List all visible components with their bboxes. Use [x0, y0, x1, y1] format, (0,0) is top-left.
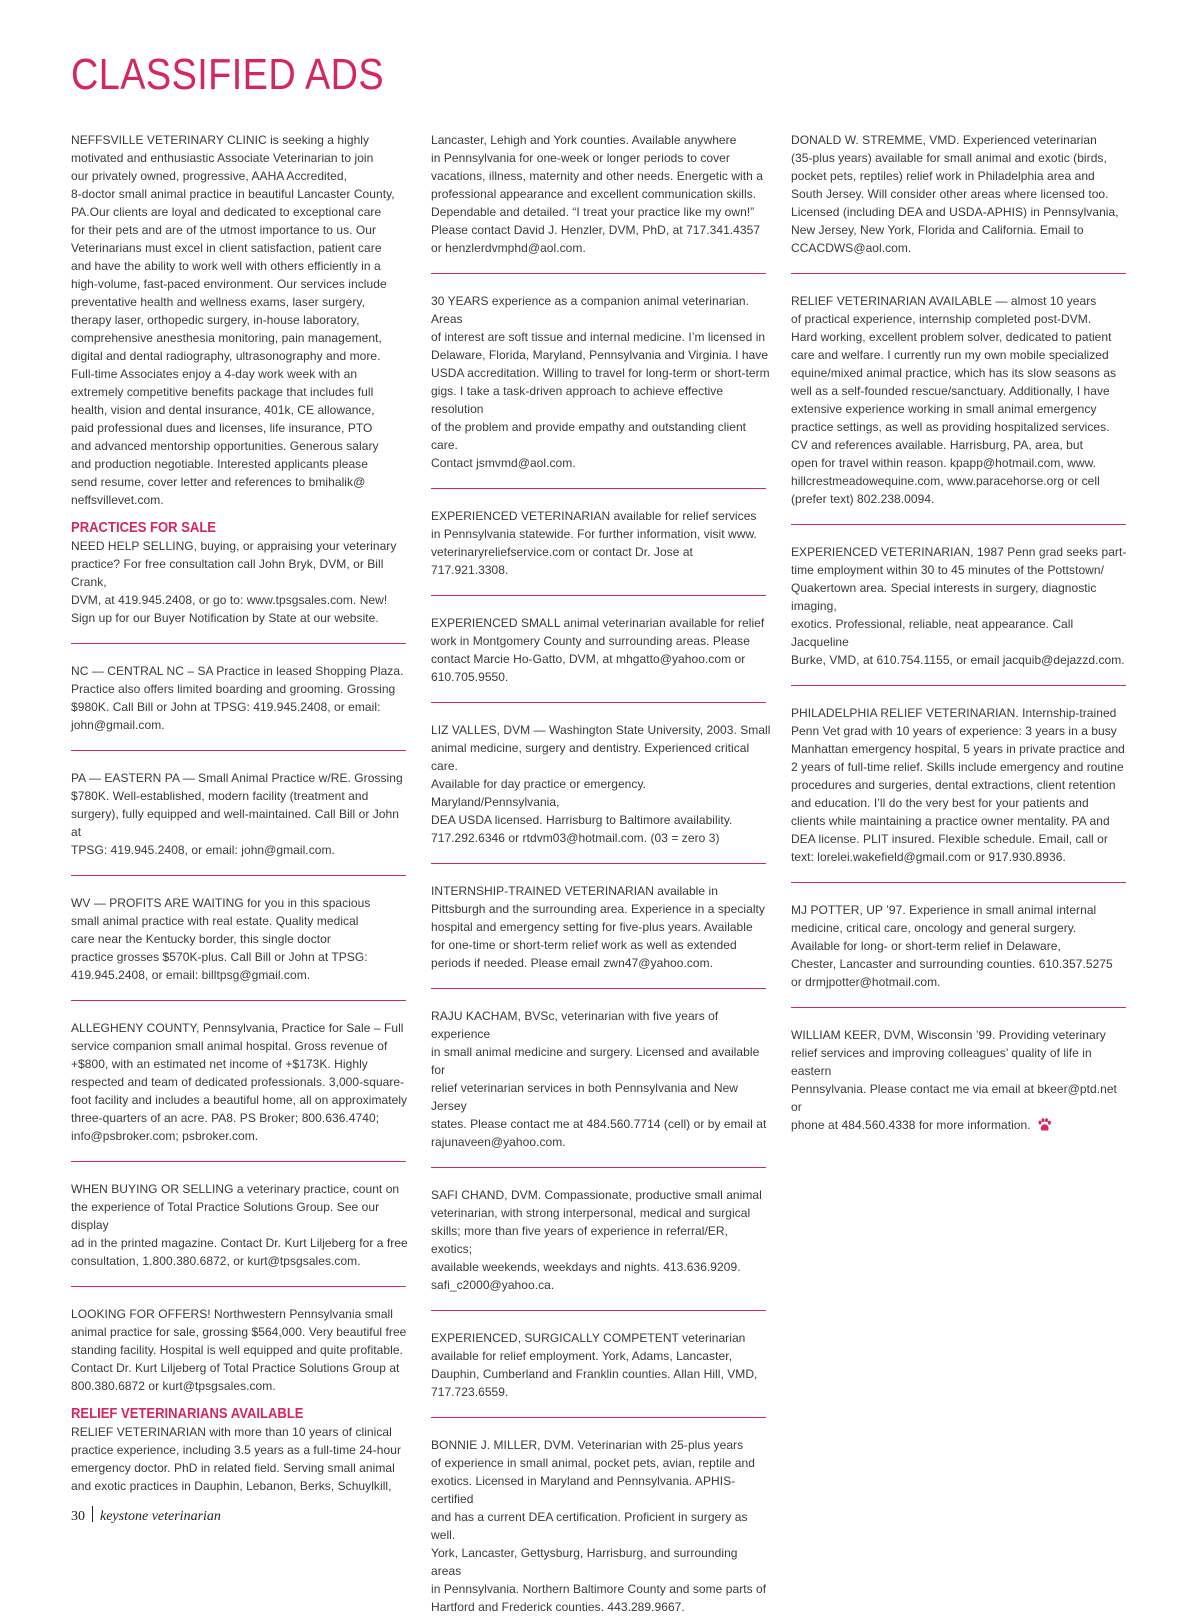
publication-name: keystone veterinarian [100, 1509, 221, 1524]
divider [431, 595, 766, 596]
ad-relief-veterinarian-10-years: RELIEF VETERINARIAN with more than 10 years of clinical practice experience, including 3.5 years as a full-time 24-hour emergency doctor. PhD in related field. Serving small animal and exotic practices in Dauphin, Lebanon, Berks, Schuylkill, [71, 1425, 401, 1493]
page-footer [71, 1506, 221, 1525]
divider [431, 1310, 766, 1311]
divider [431, 1167, 766, 1168]
ad-donald-stremme: DONALD W. STREMME, VMD. Experienced veterinarian (35-plus years) available for small animal and exotic (birds, pocket pets, reptiles) relief work in Philadelphia area and South Jersey. Will consider other areas where licensed too. Licensed (including DEA and USDA-APHIS) in Pennsylvania, New Jersey, New York, Florida and California. Email to CCACDWS@aol.com. [791, 133, 1119, 255]
ad-pa-eastern: PA — EASTERN PA — Small Animal Practice w/RE. Grossing $780K. Well-established, modern facility (treatment and surgery), fully equipped and well-maintained. Call Bill or John at TPSG: 419.945.2408, or email: john@gmail.com. [71, 771, 403, 857]
ad-penn-grad-1987: EXPERIENCED VETERINARIAN, 1987 Penn grad seeks part- time employment within 30 to 45 minutes of the Pottstown/ Quakertown area. Special interests in surgery, diagnostic imaging, exotics. Professional, reliable, neat appearance. Call Jacqueline Burke, VMD, at 610.754.1155, or email jacquib@dejazzd.com. [791, 545, 1127, 667]
divider [431, 988, 766, 989]
divider [791, 524, 1126, 525]
page-title: CLASSIFIED ADS [71, 50, 385, 99]
column-1 [71, 131, 411, 1495]
ad-william-keer [791, 1026, 1131, 1137]
ad-experienced-small-animal: EXPERIENCED SMALL animal veterinarian available for relief work in Montgomery County and surrounding areas. Please contact Marcie Ho-Gatto, DVM, at mhgatto@yahoo.com or 610.705.9550. [431, 616, 765, 684]
ad-raju-kacham: RAJU KACHAM, BVSc, veterinarian with five years of experience in small animal medicine and surgery. Licensed and available for relief veterinarian services in both Pennsylvania and New Jersey states. Please contact me at 484.560.7714 (cell) or by email at rajunaveen@yahoo.com. [431, 1009, 767, 1149]
divider [791, 273, 1126, 274]
section-heading-relief-veterinarians: RELIEF VETERINARIANS AVAILABLE [71, 1406, 304, 1422]
divider [71, 1286, 406, 1287]
divider [791, 882, 1126, 883]
paw-print-icon [1037, 1118, 1052, 1137]
section-heading-practices-for-sale: PRACTICES FOR SALE [71, 520, 217, 536]
footer-separator [92, 1506, 93, 1522]
divider [791, 685, 1126, 686]
divider [791, 1007, 1126, 1008]
ad-need-help-selling: NEED HELP SELLING, buying, or appraising your veterinary practice? For free consultation call John Bryk, DVM, or Bill Crank, DVM, at 419.945.2408, or go to: www.tpsgsales.com. New! Sign up for our Buyer Notification by State at our website. [71, 539, 397, 625]
ad-liz-valles: LIZ VALLES, DVM — Washington State University, 2003. Small animal medicine, surgery and dentistry. Experienced critical care. Available for day practice or emergency. Maryland/Pennsylvania, DEA USDA licensed. Harrisburg to Baltimore availability. 717.292.6346 or rtdvm03@hotmail.com. (03 = zero 3) [431, 723, 771, 845]
divider [71, 1161, 406, 1162]
divider [71, 1000, 406, 1001]
ad-wv-profits: WV — PROFITS ARE WAITING for you in this spacious small animal practice with real estate. Quality medical care near the Kentucky border, this single doctor practice grosses $570K-plus. Call Bill or John at TPSG: 419.945.2408, or email: billtpsg@gmail.com. [71, 896, 371, 982]
ad-philadelphia-relief: PHILADELPHIA RELIEF VETERINARIAN. Internship-trained Penn Vet grad with 10 years of experience: 3 years in a busy Manhattan emergency hospital, 5 years in private practice and 2 years of full-time relief. Skills include emergency and routine procedures and surgeries, dental extractions, client retention and education. I’ll do the very best for your patients and clients while maintaining a practice owner mentality. PA and DEA license. PLIT insured. Flexible schedule. Email, call or text: lorelei.wakefield@gmail.com or 917.930.8936. [791, 706, 1125, 864]
divider [431, 863, 766, 864]
ad-30-years-experience: 30 YEARS experience as a companion animal veterinarian. Areas of interest are soft tissue and internal medicine. I’m licensed in Delaware, Florida, Maryland, Pennsylvania and Virginia. I have USDA accreditation. Willing to travel for long-term or short-term gigs. I take a task-driven approach to achieve effective resolution of the problem and provide empathy and outstanding client care. Contact jsmvmd@aol.com. [431, 294, 770, 470]
ad-looking-for-offers: LOOKING FOR OFFERS! Northwestern Pennsylvania small animal practice for sale, grossing $564,000. Very beautiful free standing facility. Hospital is well equipped and quite profitable. Contact Dr. Kurt Liljeberg of Total Practice Solutions Group at 800.380.6872 or kurt@tpsgsales.com. [71, 1307, 407, 1393]
divider [71, 875, 406, 876]
ad-neffsville: NEFFSVILLE VETERINARY CLINIC is seeking a highly motivated and enthusiastic Associate Veterinarian to join our privately owned, progressive, AAHA Accredited, 8-doctor small animal practice in beautiful Lancaster County, PA.Our clients are loyal and dedicated to exceptional care for their pets and are of the utmost importance to us. Our Veterinarians must excel in client satisfaction, patient care and have the ability to work well with others efficiently in a high-volume, fast-paced environment. Our services include preventative health and wellness exams, laser surgery, therapy laser, orthopedic surgery, in-house laboratory, comprehensive anesthesia monitoring, pain management, digital and dental radiography, ultrasonography and more. Full-time Associates enjoy a 4-day work week with an extremely competitive benefits package that includes full health, vision and dental insurance, 401k, CE allowance, paid professional dues and licenses, life insurance, PTO and advanced mentorship opportunities. Generous salary and production negotiable. Interested applicants please send resume, cover letter and references to bmihalik@ neffsvillevet.com. [71, 133, 395, 507]
column-3 [791, 131, 1131, 1137]
ad-safi-chand: SAFI CHAND, DVM. Compassionate, productive small animal veterinarian, with strong interpersonal, medical and surgical skills; more than five years of experience in referral/ER, exotics; available weekends, weekdays and nights. 413.636.9209. safi_c2000@yahoo.ca. [431, 1188, 762, 1292]
divider [71, 643, 406, 644]
ad-william-keer-text: WILLIAM KEER, DVM, Wisconsin ’99. Providing veterinary relief services and improving colleagues’ quality of life in eastern Pennsylvania. Please contact me via email at bkeer@ptd.net or phone at 484.560.4338 for more information. [791, 1028, 1117, 1132]
page-number: 30 [71, 1509, 85, 1524]
ad-surgically-competent: EXPERIENCED, SURGICALLY COMPETENT veterinarian available for relief employment. York, Adams, Lancaster, Dauphin, Cumberland and Franklin counties. Allan Hill, VMD, 717.723.6559. [431, 1331, 758, 1399]
divider [71, 750, 406, 751]
ad-nc-central: NC — CENTRAL NC – SA Practice in leased Shopping Plaza. Practice also offers limited boarding and grooming. Grossing $980K. Call Bill or John at TPSG: 419.945.2408, or email: john@gmail.com. [71, 664, 404, 732]
ad-relief-veterinarian-10-years-continued: Lancaster, Lehigh and York counties. Available anywhere in Pennsylvania for one-week or longer periods to cover vacations, illness, maternity and other needs. Energetic with a professional appearance and excellent communication skills. Dependable and detailed. “I treat your practice like my own!” Please contact David J. Henzler, DVM, PhD, at 717.341.4357 or henzlerdvmphd@aol.com. [431, 133, 763, 255]
ad-bonnie-miller: BONNIE J. MILLER, DVM. Veterinarian with 25-plus years of experience in small animal, pocket pets, avian, reptile and exotics. Licensed in Maryland and Pennsylvania. APHIS-certified and has a current DEA certification. Proficient in surgery as well. York, Lancaster, Gettysburg, Harrisburg, and surrounding areas in Pennsylvania. Northern Baltimore County and some parts of Hartford and Frederick counties. 443.289.9667. [431, 1438, 767, 1614]
ad-allegheny-county: ALLEGHENY COUNTY, Pennsylvania, Practice for Sale – Full service companion small animal hospital. Gross revenue of +$800, with an estimated net income of +$173K. Highly respected and team of dedicated professionals. 3,000-square- foot facility and includes a beautiful home, all on approximately three-quarters of an acre. PA8. PS Broker; 800.636.4740; info@psbroker.com; psbroker.com. [71, 1021, 408, 1143]
divider [431, 1417, 766, 1418]
divider [431, 702, 766, 703]
ad-when-buying-or-selling: WHEN BUYING OR SELLING a veterinary practice, count on the experience of Total Practice Solutions Group. See our display ad in the printed magazine. Contact Dr. Kurt Liljeberg for a free consultation, 1.800.380.6872, or kurt@tpsgsales.com. [71, 1182, 408, 1268]
divider [431, 488, 766, 489]
ad-internship-trained-pittsburgh: INTERNSHIP-TRAINED VETERINARIAN available in Pittsburgh and the surrounding area. Experience in a specialty hospital and emergency setting for five-plus years. Available for one-time or short-term relief work as well as extended periods if needed. Please email zwn47@yahoo.com. [431, 884, 765, 970]
ad-experienced-veterinarian-relief: EXPERIENCED VETERINARIAN available for relief services in Pennsylvania statewide. For further information, visit www. veterinaryreliefservice.com or contact Dr. Jose at 717.921.3308. [431, 509, 757, 577]
ad-mj-potter: MJ POTTER, UP ’97. Experience in small animal internal medicine, critical care, oncology and general surgery. Available for long- or short-term relief in Delaware, Chester, Lancaster and surrounding counties. 610.357.5275 or drmjpotter@hotmail.com. [791, 903, 1113, 989]
divider [431, 273, 766, 274]
ad-relief-veterinarian-available: RELIEF VETERINARIAN AVAILABLE — almost 10 years of practical experience, internship completed post-DVM. Hard working, excellent problem solver, dedicated to patient care and welfare. I currently run my own mobile specialized equine/mixed animal practice, which has its slow seasons as well as a self-founded rescue/sanctuary. Additionally, I have extensive experience working in small animal emergency practice settings, as well as providing hospitalized services. CV and references available. Harrisburg, PA, area, but open for travel within reason. kpapp@hotmail.com, www. hillcrestmeadowequine.com, www.paracehorse.org or cell (prefer text) 802.238.0094. [791, 294, 1117, 506]
column-2 [431, 131, 771, 1616]
